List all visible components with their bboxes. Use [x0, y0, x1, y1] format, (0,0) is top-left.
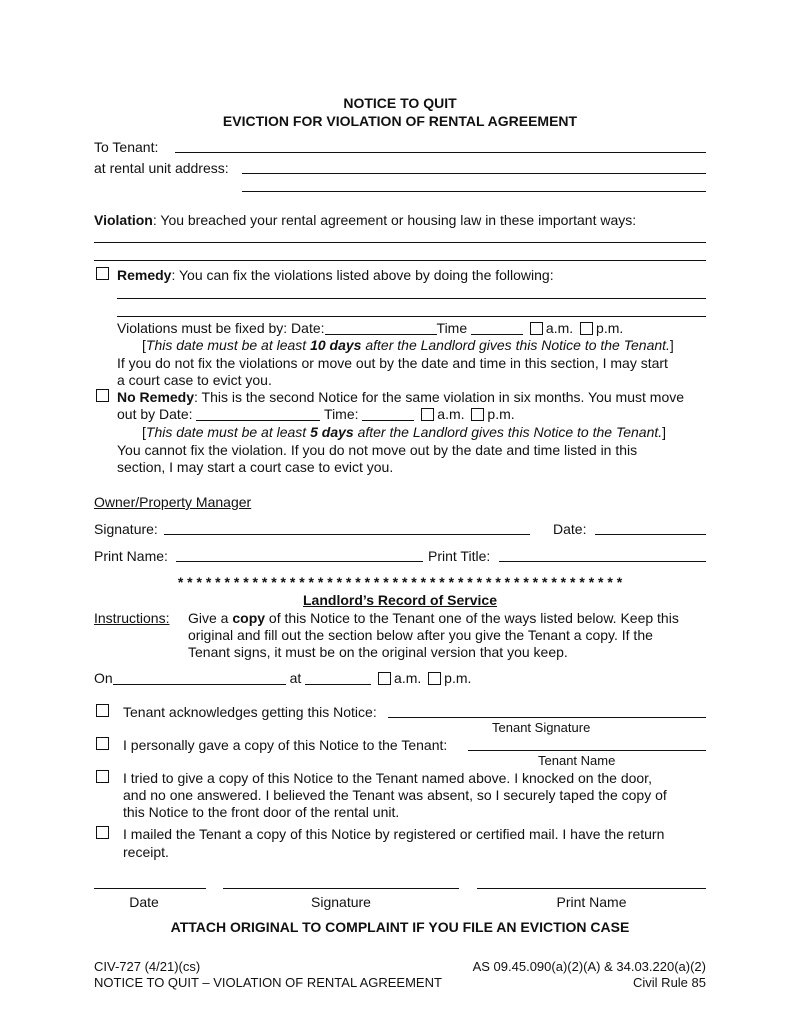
- service-print-name-field[interactable]: [477, 888, 706, 889]
- footer-form-number: CIV-727 (4/21)(cs): [94, 959, 201, 974]
- address-field-2[interactable]: [242, 191, 706, 192]
- service-on-row: [94, 669, 471, 687]
- out-time-field[interactable]: [362, 406, 414, 421]
- no-remedy-note-close: ]: [662, 424, 667, 440]
- address-field-1[interactable]: [242, 173, 706, 174]
- no-remedy-out-row: [117, 405, 515, 423]
- owner-date-field[interactable]: [595, 534, 706, 535]
- posted-line-1: I tried to give a copy of this Notice to the Tenant named above. I knocked on the door,: [123, 770, 652, 786]
- fix-date-field[interactable]: [325, 320, 437, 335]
- posted-checkbox[interactable]: [96, 770, 109, 783]
- posted-line-3: this Notice to the front door of the rental unit.: [123, 804, 400, 820]
- remedy-field-2[interactable]: [117, 316, 706, 317]
- service-am-checkbox[interactable]: [378, 672, 391, 685]
- remedy-label: Remedy: [117, 267, 172, 283]
- instr-b: of this Notice to the Tenant one of the ways listed below. Keep this: [265, 610, 679, 626]
- owner-print-title-field[interactable]: [499, 561, 706, 562]
- remedy-note-a: This date must be at least: [145, 337, 311, 353]
- posted-line-2: and no one answered. I believed the Tenant was absent, so I securely taped the copy of: [123, 787, 667, 803]
- at-label: at: [289, 670, 302, 686]
- owner-print-name-label: Print Name:: [94, 548, 168, 564]
- violation-text: [94, 211, 636, 229]
- remedy-note-close: ]: [669, 337, 674, 353]
- acknowledge-checkbox[interactable]: [96, 704, 109, 717]
- service-date-sign-field[interactable]: [94, 888, 206, 889]
- tenant-signature-caption: Tenant Signature: [492, 720, 591, 735]
- instructions-line-3: Tenant signs, it must be on the original version that you keep.: [188, 644, 568, 660]
- sign-signature-caption: Signature: [311, 894, 371, 910]
- mailed-checkbox[interactable]: [96, 826, 109, 839]
- remedy-note-open: [: [142, 337, 146, 353]
- remedy-note-b: after the Landlord gives this Notice to the Tenant.: [361, 337, 670, 353]
- out-time-label: Time:: [324, 406, 359, 422]
- owner-print-title-label: Print Title:: [428, 548, 491, 564]
- no-remedy-note-b: after the Landlord gives this Notice to the Tenant.: [353, 424, 663, 440]
- fix-pm-label: p.m.: [596, 320, 624, 336]
- service-am-label: a.m.: [394, 670, 422, 686]
- fix-time-field[interactable]: [471, 320, 523, 335]
- separator: * * * * * * * * * * * * * * * * * * * * * * * * * * * * * * * * * * * * * * * * * * * * * * * *: [177, 574, 623, 590]
- title-line-1: NOTICE TO QUIT: [343, 95, 457, 111]
- service-pm-label: p.m.: [444, 670, 472, 686]
- fix-pm-checkbox[interactable]: [580, 322, 593, 335]
- no-remedy-note-a: This date must be at least: [145, 424, 311, 440]
- fix-am-label: a.m.: [545, 320, 574, 336]
- remedy-fix-by-row: [117, 319, 623, 337]
- mailed-line-1: I mailed the Tenant a copy of this Notice by registered or certified mail. I have the return: [123, 826, 665, 842]
- no-remedy-desc: : This is the second Notice for the same violation in six months. You must move: [194, 389, 685, 405]
- tenant-name-field[interactable]: [468, 750, 706, 751]
- no-remedy-note: [142, 423, 666, 441]
- service-date-field[interactable]: [113, 670, 286, 685]
- remedy-field-1[interactable]: [117, 298, 706, 299]
- out-am-label: a.m.: [437, 406, 465, 422]
- no-remedy-body-2: section, I may start a court case to evict you.: [117, 459, 394, 475]
- violation-label: Violation: [94, 212, 153, 228]
- footer-statute: AS 09.45.090(a)(2)(A) & 34.03.220(a)(2): [472, 959, 706, 974]
- no-remedy-note-open: [: [142, 424, 146, 440]
- footer-rule: Civil Rule 85: [633, 975, 706, 990]
- address-label: at rental unit address:: [94, 160, 229, 176]
- out-pm-checkbox[interactable]: [471, 408, 484, 421]
- tenant-signature-field[interactable]: [388, 717, 706, 718]
- violation-desc: : You breached your rental agreement or housing law in these important ways:: [152, 212, 637, 228]
- remedy-checkbox[interactable]: [96, 267, 109, 280]
- no-remedy-text: [117, 388, 684, 406]
- violation-field-1[interactable]: [94, 242, 706, 243]
- service-time-field[interactable]: [305, 670, 371, 685]
- fix-time-label: Time: [436, 320, 468, 336]
- record-heading: Landlord’s Record of Service: [303, 592, 497, 608]
- attach-notice: ATTACH ORIGINAL TO COMPLAINT IF YOU FILE AN EVICTION CASE: [170, 919, 630, 935]
- remedy-note: [142, 336, 674, 354]
- remedy-note-days: 10 days: [310, 337, 362, 353]
- violation-field-2[interactable]: [94, 260, 706, 261]
- instructions-line-2: original and fill out the section below after you give the Tenant a copy. If the: [188, 627, 653, 643]
- owner-heading: Owner/Property Manager: [94, 494, 252, 510]
- footer-form-title: NOTICE TO QUIT – VIOLATION OF RENTAL AGREEMENT: [94, 975, 442, 990]
- owner-date-label: Date:: [553, 521, 587, 537]
- owner-signature-field[interactable]: [164, 534, 530, 535]
- remedy-body-1: If you do not fix the violations or move out by the date and time in this section, I may start: [117, 355, 668, 371]
- tenant-name-caption: Tenant Name: [538, 753, 616, 768]
- service-pm-checkbox[interactable]: [428, 672, 441, 685]
- out-am-checkbox[interactable]: [421, 408, 434, 421]
- remedy-text: [117, 266, 554, 284]
- to-tenant-label: To Tenant:: [94, 139, 159, 155]
- acknowledge-label: Tenant acknowledges getting this Notice:: [123, 704, 377, 720]
- mailed-line-2: receipt.: [123, 844, 169, 860]
- to-tenant-field[interactable]: [175, 152, 706, 153]
- remedy-body-2: a court case to evict you.: [117, 372, 272, 388]
- owner-print-name-field[interactable]: [176, 561, 423, 562]
- instr-copy: copy: [232, 610, 266, 626]
- service-signature-field[interactable]: [223, 888, 459, 889]
- out-by-label: out by Date:: [117, 406, 193, 422]
- sign-print-name-caption: Print Name: [556, 894, 627, 910]
- sign-date-caption: Date: [129, 894, 159, 910]
- no-remedy-note-days: 5 days: [310, 424, 354, 440]
- owner-signature-label: Signature:: [94, 521, 158, 537]
- no-remedy-body-1: You cannot fix the violation. If you do not move out by the date and time listed in this: [117, 442, 638, 458]
- no-remedy-label: No Remedy: [117, 389, 195, 405]
- on-label: On: [94, 670, 113, 686]
- personal-delivery-checkbox[interactable]: [96, 737, 109, 750]
- out-by-date-field[interactable]: [196, 406, 320, 421]
- instructions-line-1: [188, 609, 679, 627]
- instr-a: Give a: [188, 610, 233, 626]
- out-pm-label: p.m.: [487, 406, 515, 422]
- fix-by-label: Violations must be fixed by: Date:: [117, 320, 325, 336]
- no-remedy-checkbox[interactable]: [96, 389, 109, 402]
- fix-am-checkbox[interactable]: [530, 322, 543, 335]
- remedy-desc: : You can fix the violations listed above by doing the following:: [171, 267, 554, 283]
- personal-delivery-label: I personally gave a copy of this Notice to the Tenant:: [123, 737, 448, 753]
- instructions-label: Instructions:: [94, 610, 170, 626]
- title-line-2: EVICTION FOR VIOLATION OF RENTAL AGREEMENT: [222, 113, 578, 129]
